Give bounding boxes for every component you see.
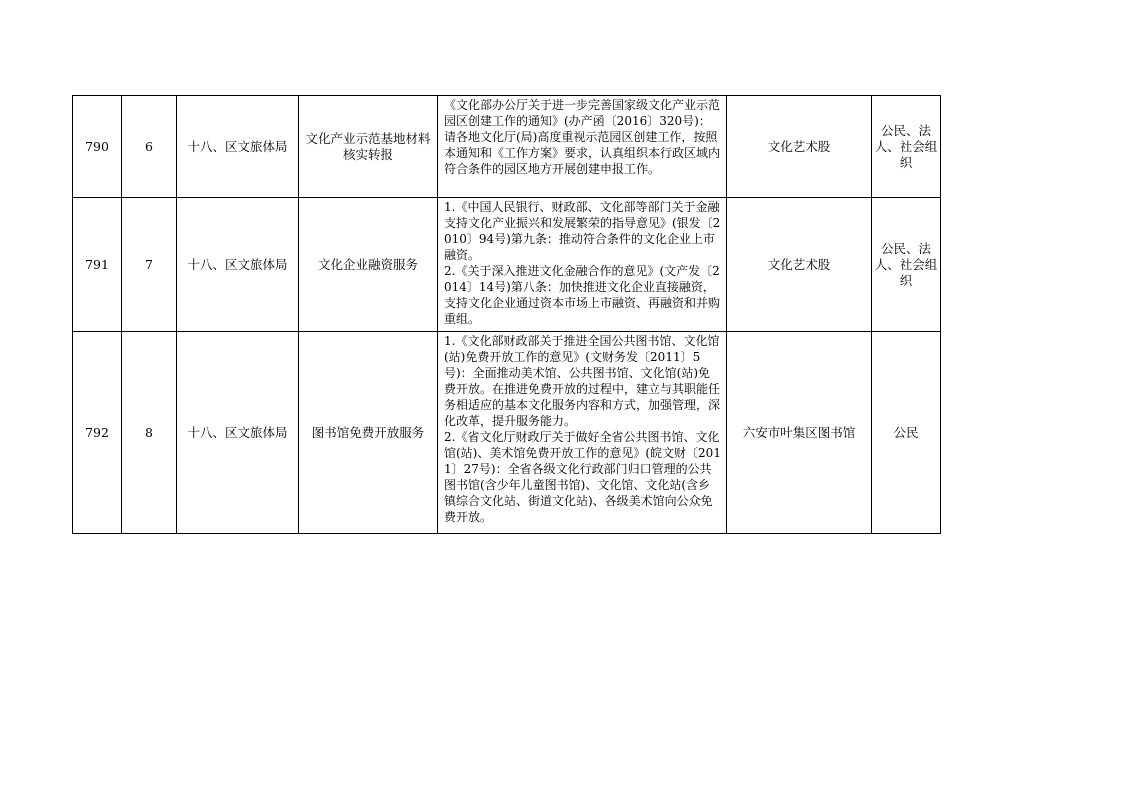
unit-cell: 文化艺术股 (727, 96, 872, 198)
table-row (73, 332, 941, 534)
basis-cell (438, 198, 727, 332)
seq-cell: 790 (73, 96, 122, 198)
sub-seq-cell: 8 (122, 332, 177, 534)
basis-cell (438, 96, 727, 198)
service-items-table (72, 95, 941, 534)
target-cell: 公民、法人、社会组织 (872, 198, 941, 332)
basis-paragraph: 《文化部办公厅关于进一步完善国家级文化产业示范园区创建工作的通知》(办产函〔2016〕320号)：请各地文化厅(局)高度重视示范园区创建工作，按照本通知和《工作方案》要求，认真组织本行政区域内符合条件的园区地方开展创建申报工作。 (444, 98, 721, 176)
item-name-cell: 图书馆免费开放服务 (299, 332, 438, 534)
table-row (73, 96, 941, 198)
seq-cell: 792 (73, 332, 122, 534)
department-cell: 十八、区文旅体局 (177, 198, 299, 332)
department-cell: 十八、区文旅体局 (177, 332, 299, 534)
seq-cell: 791 (73, 198, 122, 332)
department-cell: 十八、区文旅体局 (177, 96, 299, 198)
target-cell: 公民 (872, 332, 941, 534)
unit-cell: 文化艺术股 (727, 198, 872, 332)
sub-seq-cell: 7 (122, 198, 177, 332)
basis-cell (438, 332, 727, 534)
basis-paragraph: 2.《关于深入推进文化金融合作的意见》(文产发〔2014〕14号)第八条：加快推进文化企业直接融资，支持文化企业通过资本市场上市融资、再融资和并购重组。 (444, 264, 721, 326)
table-row (73, 198, 941, 332)
basis-paragraph: 2.《省文化厅财政厅关于做好全省公共图书馆、文化馆(站)、美术馆免费开放工作的意见》(皖文财〔2011〕27号)：全省各级文化行政部门归口管理的公共图书馆(含少年儿童图书馆)、文化馆、文化站(含乡镇综合文化站、街道文化站)、各级美术馆向公众免费开放。 (444, 430, 721, 524)
unit-cell: 六安市叶集区图书馆 (727, 332, 872, 534)
sub-seq-cell: 6 (122, 96, 177, 198)
item-name-cell: 文化产业示范基地材料核实转报 (299, 96, 438, 198)
basis-paragraph: 1.《中国人民银行、财政部、文化部等部门关于金融支持文化产业振兴和发展繁荣的指导意见》(银发〔2010〕94号)第九条：推动符合条件的文化企业上市融资。 (444, 200, 721, 262)
basis-paragraph: 1.《文化部财政部关于推进全国公共图书馆、文化馆(站)免费开放工作的意见》(文财务发〔2011〕5号)：全面推动美术馆、公共图书馆、文化馆(站)免费开放。在推进免费开放的过程中，建立与其职能任务相适应的基本文化服务内容和方式，加强管理，深化改革，提升服务能力。 (444, 334, 721, 428)
target-cell: 公民、法人、社会组织 (872, 96, 941, 198)
item-name-cell: 文化企业融资服务 (299, 198, 438, 332)
